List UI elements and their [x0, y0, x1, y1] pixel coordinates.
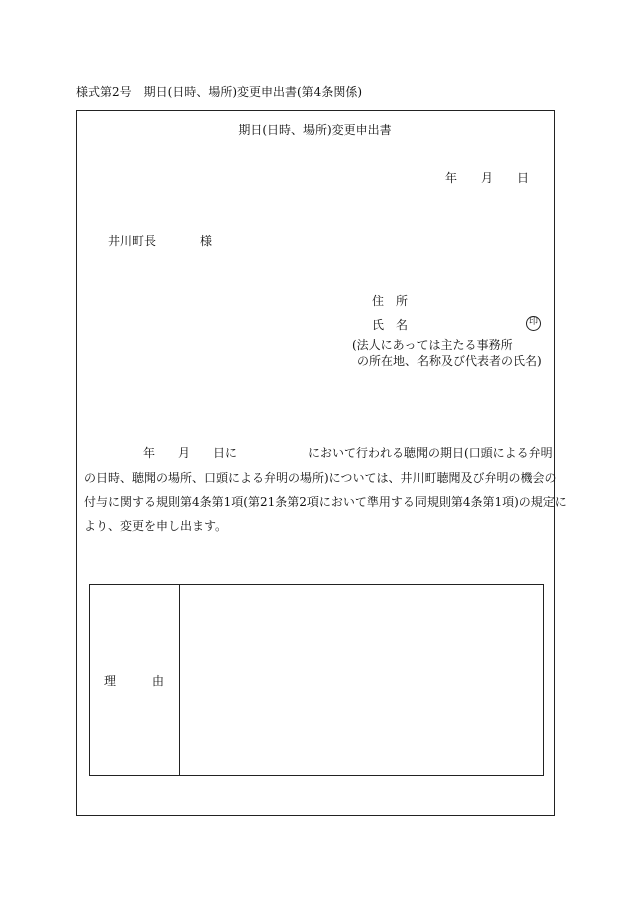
date-month-label: 月	[481, 171, 494, 185]
name-label: 氏 名	[372, 318, 409, 332]
page-title: 期日(日時、場所)変更申出書	[238, 123, 392, 137]
body-day-label: 日に	[213, 446, 238, 460]
reason-label-char1: 理	[104, 674, 117, 688]
address-label: 住 所	[372, 294, 409, 308]
corporate-note-line1: (法人にあっては主たる事務所	[352, 338, 513, 352]
seal-stamp-text: 印	[528, 317, 538, 327]
date-day-label: 日	[517, 171, 530, 185]
body-text-line1: において行われる聴聞の期日(口頭による弁明	[308, 446, 553, 460]
body-text-line2: の日時、聴聞の場所、口頭による弁明の場所)については、井川町聴聞及び弁明の機会の	[84, 471, 557, 485]
body-month-label: 月	[178, 446, 191, 460]
form-number-label: 様式第2号 期日(日時、場所)変更申出書(第4条関係)	[76, 85, 362, 99]
body-text-line3: 付与に関する規則第4条第1項(第21条第2項において準用する同規則第4条第1項)の規定に	[84, 495, 567, 509]
body-year-label: 年	[143, 446, 156, 460]
corporate-note-line2: の所在地、名称及び代表者の氏名)	[357, 354, 542, 368]
reason-label-char2: 由	[152, 674, 165, 688]
body-text-line4: より、変更を申し出ます。	[84, 519, 228, 533]
seal-stamp-mark	[526, 316, 541, 331]
addressee-honorific: 様	[200, 234, 213, 248]
date-year-label: 年	[445, 171, 458, 185]
addressee-name: 井川町長	[108, 234, 157, 248]
reason-column-divider	[179, 585, 180, 775]
